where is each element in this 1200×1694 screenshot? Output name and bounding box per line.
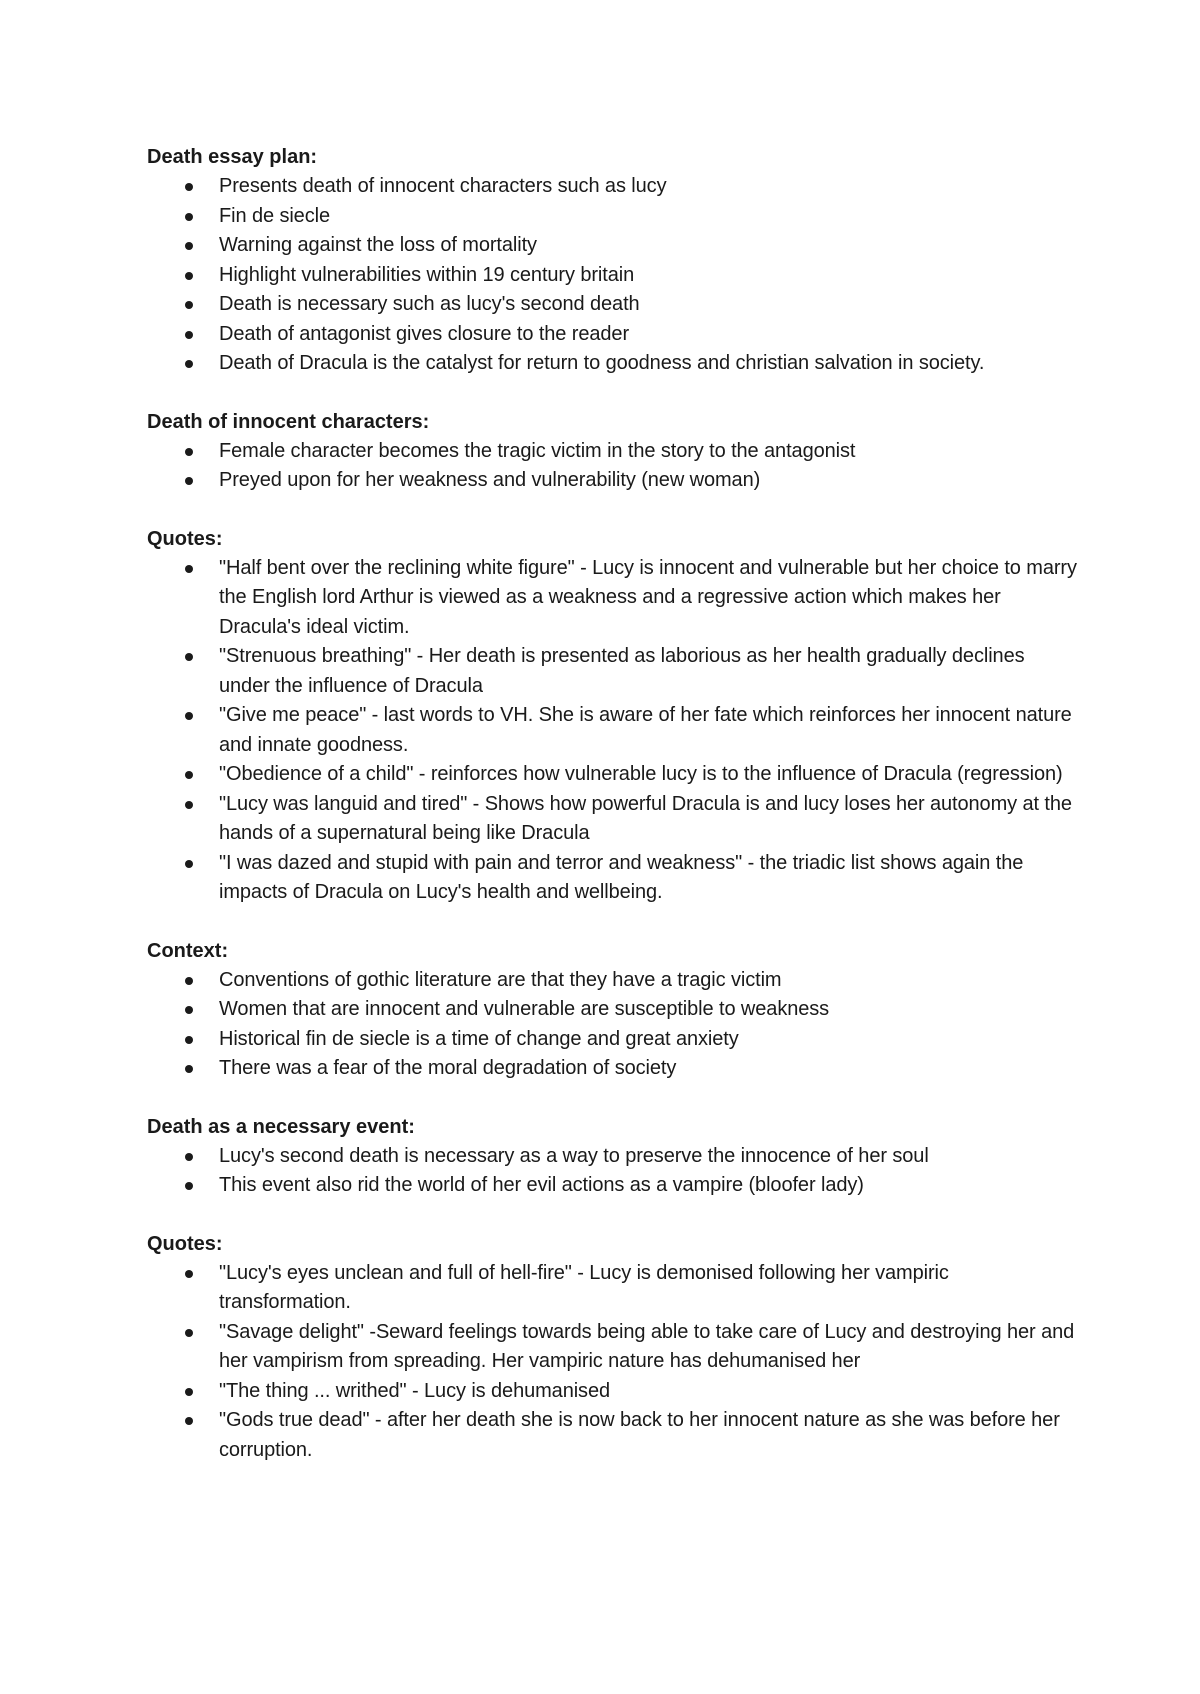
bullet-list	[147, 966, 1077, 1084]
list-item	[147, 701, 1077, 760]
bullet-icon	[185, 301, 193, 309]
bullet-icon	[185, 1417, 193, 1425]
list-item-text: Lucy's second death is necessary as a way to preserve the innocence of her soul	[219, 1144, 929, 1167]
bullet-list	[147, 1142, 1077, 1201]
bullet-icon	[185, 1036, 193, 1044]
bullet-icon	[185, 1065, 193, 1073]
bullet-icon	[185, 653, 193, 661]
list-item-text: Presents death of innocent characters such as lucy	[219, 175, 667, 197]
list-item	[147, 760, 1077, 790]
bullet-icon	[185, 771, 193, 779]
bullet-icon	[185, 977, 193, 985]
list-item-text: "The thing ... writhed" - Lucy is dehumanised	[219, 1379, 611, 1402]
list-item-text: "Savage delight" -Seward feelings towards being able to take care of Lucy and destroying her and her vampirism from spreading. Her vampiric nature has dehumanised her	[219, 1320, 1075, 1372]
list-item	[147, 1318, 1077, 1377]
list-item	[147, 437, 1077, 467]
section-heading: Death essay plan:	[147, 146, 318, 168]
list-item-text: "Lucy's eyes unclean and full of hell-fire" - Lucy is demonised following her vampiric transformation.	[219, 1261, 949, 1313]
section-quotes-1	[147, 525, 1077, 908]
list-item-text: Warning against the loss of mortality	[219, 234, 537, 256]
list-item	[147, 466, 1077, 496]
list-item	[147, 1025, 1077, 1055]
list-item	[147, 790, 1077, 849]
list-item-text: Death of antagonist gives closure to the reader	[219, 322, 629, 345]
list-item-text: "Obedience of a child" - reinforces how vulnerable lucy is to the influence of Dracula (regression)	[219, 763, 1063, 785]
bullet-icon	[185, 860, 193, 868]
bullet-icon	[185, 360, 193, 368]
list-item	[147, 1259, 1077, 1318]
bullet-icon	[185, 1153, 193, 1161]
bullet-icon	[185, 1270, 193, 1278]
section-quotes-2	[147, 1230, 1077, 1466]
list-item	[147, 320, 1077, 350]
list-item-text: "Strenuous breathing" - Her death is presented as laborious as her health gradually declines under the influence of Dracula	[219, 645, 1025, 697]
list-item-text: This event also rid the world of her evil actions as a vampire (bloofer lady)	[219, 1174, 864, 1196]
list-item-text: "Give me peace" - last words to VH. She is aware of her fate which reinforces her innocent nature and innate goodness.	[219, 704, 1072, 756]
bullet-list	[147, 554, 1077, 908]
list-item-text: Death is necessary such as lucy's second death	[219, 293, 640, 315]
bullet-icon	[185, 477, 193, 485]
section-context	[147, 937, 1077, 1084]
bullet-list	[147, 437, 1077, 496]
section-heading: Death of innocent characters:	[147, 410, 430, 433]
list-item-text: Historical fin de siecle is a time of change and great anxiety	[219, 1027, 739, 1050]
bullet-icon	[185, 183, 193, 191]
list-item	[147, 231, 1077, 261]
list-item-text: "Lucy was languid and tired" - Shows how powerful Dracula is and lucy loses her autonomy at the hands of a supernatural being like Dracula	[219, 792, 1072, 844]
list-item-text: There was a fear of the moral degradation of society	[219, 1057, 677, 1079]
list-item	[147, 966, 1077, 996]
list-item-text: "Gods true dead" - after her death she is now back to her innocent nature as she was before her corruption.	[219, 1409, 1060, 1461]
list-item-text: "Half bent over the reclining white figure" - Lucy is innocent and vulnerable but her choice to marry the English lord Arthur is viewed as a weakness and a regressive action which makes her Dracula's ideal victim.	[219, 556, 1077, 638]
list-item	[147, 1406, 1077, 1465]
section-heading: Quotes:	[147, 527, 223, 550]
bullet-icon	[185, 448, 193, 456]
bullet-icon	[185, 1388, 193, 1396]
list-item	[147, 1142, 1077, 1172]
list-item	[147, 995, 1077, 1025]
list-item	[147, 261, 1077, 291]
bullet-icon	[185, 242, 193, 250]
bullet-icon	[185, 272, 193, 280]
list-item	[147, 1377, 1077, 1407]
bullet-icon	[185, 1182, 193, 1190]
document-page	[147, 143, 1077, 1465]
list-item	[147, 1054, 1077, 1084]
list-item	[147, 642, 1077, 701]
list-item-text: Conventions of gothic literature are that they have a tragic victim	[219, 968, 782, 991]
section-innocent-characters	[147, 408, 1077, 496]
list-item-text: Women that are innocent and vulnerable are susceptible to weakness	[219, 998, 830, 1020]
section-heading: Quotes:	[147, 1232, 223, 1255]
list-item	[147, 849, 1077, 908]
list-item	[147, 202, 1077, 232]
list-item	[147, 290, 1077, 320]
bullet-icon	[185, 213, 193, 221]
section-essay-plan	[147, 143, 1077, 379]
bullet-list	[147, 172, 1077, 379]
bullet-icon	[185, 565, 193, 573]
section-necessary-event	[147, 1113, 1077, 1201]
section-heading: Context:	[147, 939, 229, 962]
list-item	[147, 554, 1077, 643]
list-item-text: Highlight vulnerabilities within 19 century britain	[219, 263, 635, 286]
list-item-text: Fin de siecle	[219, 204, 330, 227]
bullet-icon	[185, 801, 193, 809]
bullet-icon	[185, 331, 193, 339]
bullet-icon	[185, 712, 193, 720]
list-item	[147, 349, 1077, 379]
list-item	[147, 172, 1077, 202]
section-heading: Death as a necessary event:	[147, 1115, 415, 1138]
bullet-icon	[185, 1006, 193, 1014]
list-item-text: Female character becomes the tragic victim in the story to the antagonist	[219, 439, 856, 462]
list-item	[147, 1171, 1077, 1201]
list-item-text: "I was dazed and stupid with pain and terror and weakness" - the triadic list shows again the impacts of Dracula on Lucy's health and wellbeing.	[219, 851, 1024, 903]
bullet-list	[147, 1259, 1077, 1466]
bullet-icon	[185, 1329, 193, 1337]
list-item-text: Preyed upon for her weakness and vulnerability (new woman)	[219, 469, 761, 491]
list-item-text: Death of Dracula is the catalyst for return to goodness and christian salvation in society.	[219, 352, 985, 374]
